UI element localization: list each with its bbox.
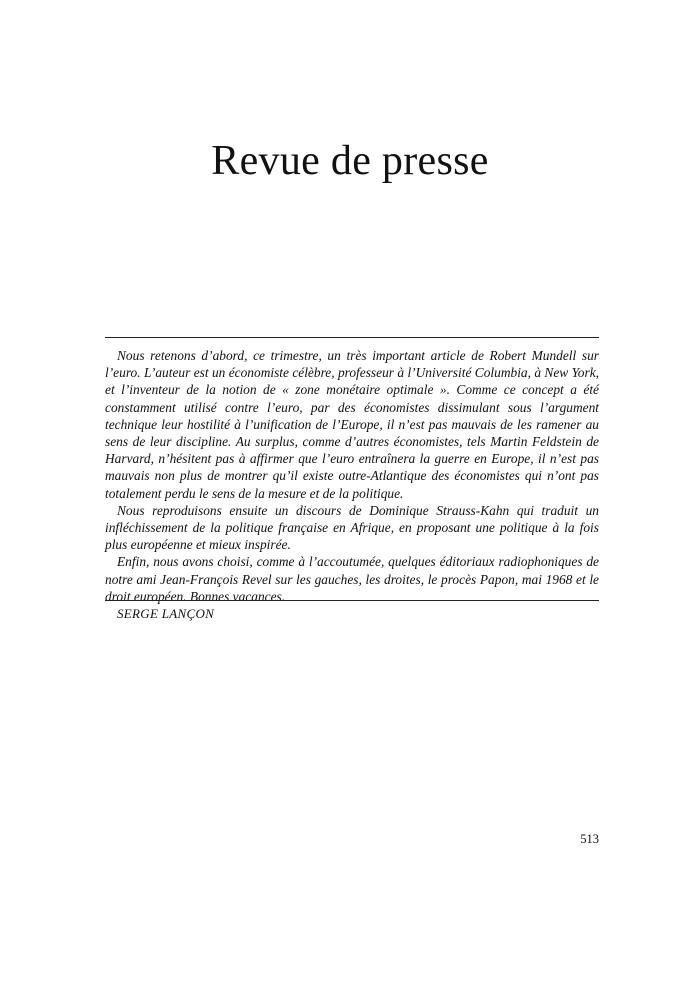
editorial-paragraph-2: Nous reproduisons ensuite un discours de Dominique Strauss-Kahn qui traduit un infléchissement de la politique française en Afrique, en proposant une politique à la fois plus européenne et mieux inspirée. <box>105 502 599 553</box>
editorial-block <box>105 347 599 622</box>
bottom-divider <box>105 600 599 601</box>
top-divider <box>105 337 599 338</box>
author-signature: SERGE LANÇON <box>117 606 215 622</box>
editorial-paragraph-1: Nous retenons d’abord, ce trimestre, un très important article de Robert Mundell sur l’euro. L’auteur est un économiste célèbre, professeur à l’Université Columbia, à New York, et l’inventeur de la notion de « zone monétaire optimale ». Comme ce concept a été constamment utilisé contre l’euro, par des économistes dissimulant sous l’argument technique leur hostilité à l’unification de l’Europe, il n’est pas mauvais de les ramener au sens de leur discipline. Au surplus, comme d’autres économistes, tels Martin Feldstein de Harvard, n’hésitent pas à affirmer que l’euro entraînera la guerre en Europe, il n’est pas mauvais non plus de montrer qu’il existe outre-Atlantique des économistes qui n’ont pas totalement perdu le sens de la mesure et de la politique. <box>105 348 599 501</box>
editorial-paragraph-3: Enfin, nous avons choisi, comme à l’accoutumée, quelques éditoriaux radiophoniques de notre ami Jean-François Revel sur les gauches, les droites, le procès Papon, mai 1968 et le droit européen. Bonnes vacances. <box>105 554 599 604</box>
page-number: 513 <box>580 832 599 846</box>
page-title: Revue de presse <box>211 138 489 184</box>
